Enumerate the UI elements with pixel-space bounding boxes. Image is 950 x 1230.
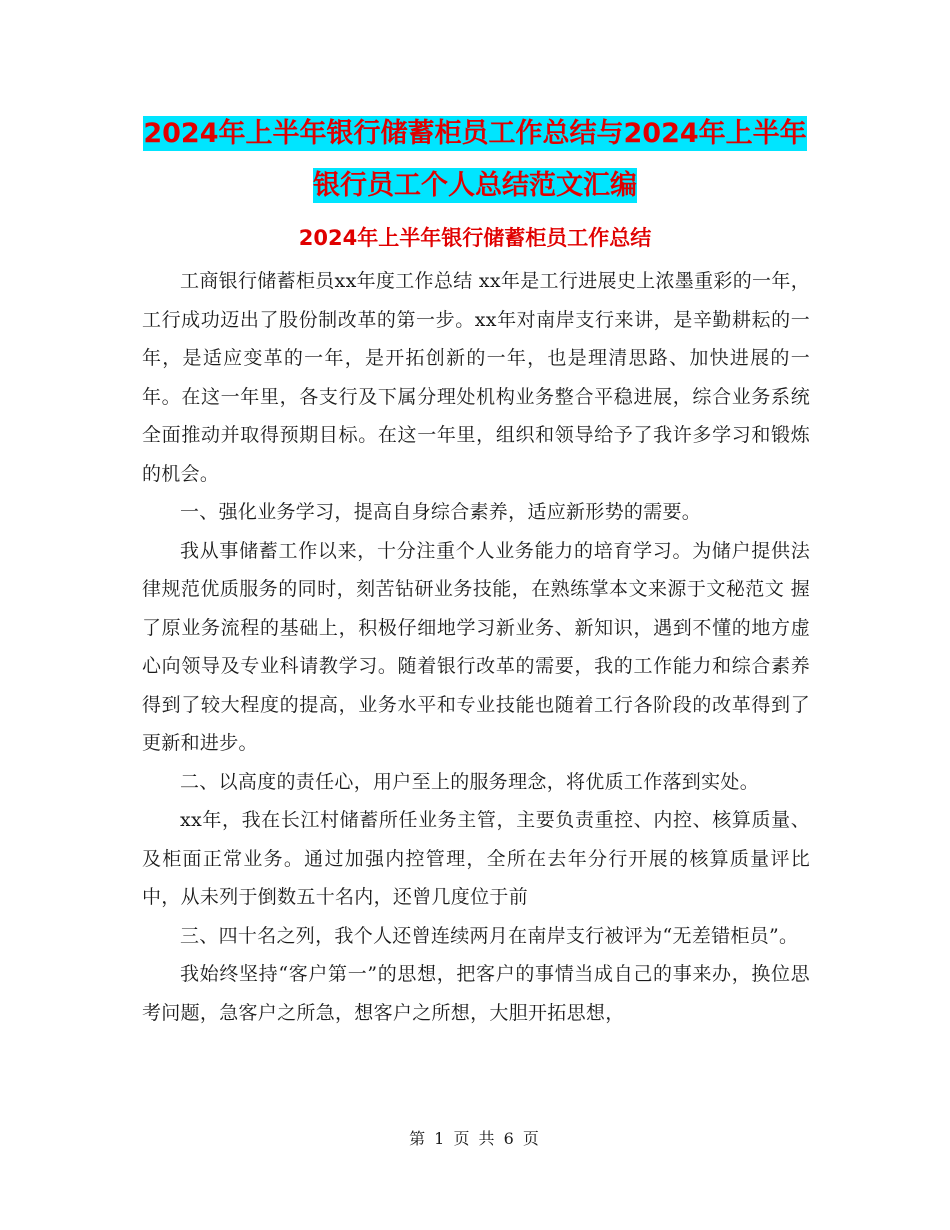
paragraph: 我始终坚持“客户第一”的思想，把客户的事情当成自己的事来办，换位思考问题，急客户之所急，想客户之所想，大胆开拓思想， — [142, 963, 810, 1024]
document-title — [140, 108, 810, 212]
page-number: 第 1 页 共 6 页 — [409, 1129, 541, 1148]
paragraph: 一、强化业务学习，提高自身综合素养，适应新形势的需要。 — [180, 501, 702, 523]
page-footer — [0, 1126, 950, 1149]
paragraph: xx年，我在长江村储蓄所任业务主管，主要负责重控、内控、核算质量、及柜面正常业务。通过加强内控管理，全所在去年分行开展的核算质量评比中，从未列于倒数五十名内，还曾几度位于前 — [142, 809, 810, 908]
document-title-line-1: 2024年上半年银行储蓄柜员工作总结与2024年上半年 — [143, 118, 807, 149]
section-title: 2024年上半年银行储蓄柜员工作总结 — [298, 226, 652, 250]
document-body — [142, 262, 810, 1032]
document-title-line-2: 银行员工个人总结范文汇编 — [313, 170, 637, 201]
paragraph: 工商银行储蓄柜员xx年度工作总结 xx年是工行进展史上浓墨重彩的一年，工行成功迈出了股份制改革的第一步。xx年对南岸支行来讲，是辛勤耕耘的一年，是适应变革的一年，是开拓创新的一年，也是理清思路、加快进展的一年。在这一年里，各支行及下属分理处机构业务整合平稳进展，综合业务系统全面推动并取得预期目标。在这一年里，组织和领导给予了我许多学习和锻炼的机会。 — [142, 270, 810, 485]
paragraph: 三、四十名之列，我个人还曾连续两月在南岸支行被评为“无差错柜员”。 — [180, 924, 799, 947]
paragraph: 我从事储蓄工作以来，十分注重个人业务能力的培育学习。为储户提供法律规范优质服务的同时，刻苦钻研业务技能，在熟练掌本文来源于文秘范文 握了原业务流程的基础上，积极仔细地学习新业务、新知识，遇到不懂的地方虚心向领导及专业科请教学习。随着银行改革的需要，我的工作能力和综合素养得到了较大程度的提高，业务水平和专业技能也随着工行各阶段的改革得到了更新和进步。 — [142, 539, 810, 754]
paragraph: 二、以高度的责任心，用户至上的服务理念，将优质工作落到实处。 — [180, 770, 760, 793]
